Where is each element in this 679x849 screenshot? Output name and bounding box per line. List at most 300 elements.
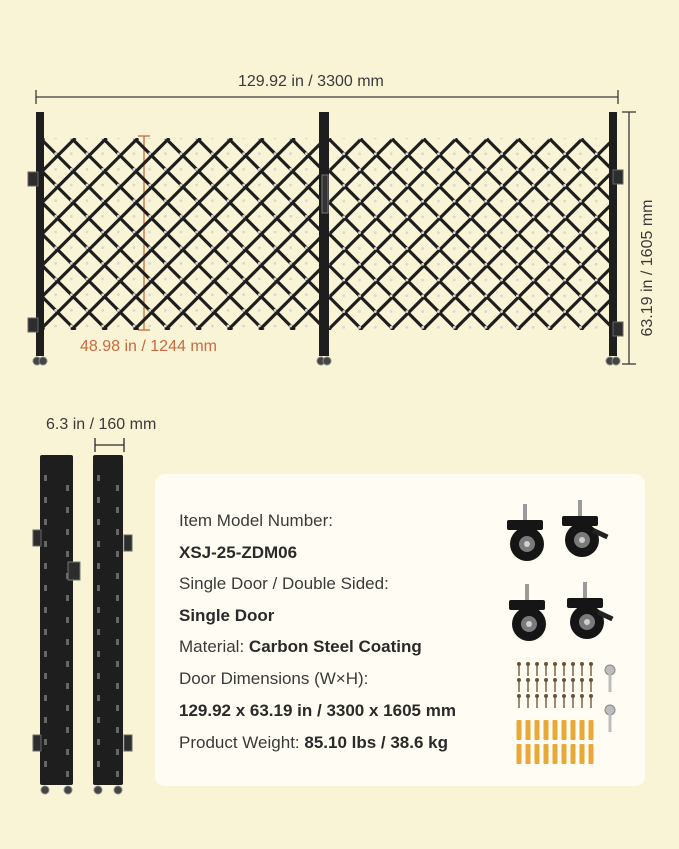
rivet: [532, 310, 535, 313]
width-dimension-line: [36, 90, 618, 104]
rivet: [437, 168, 440, 171]
rivet: [117, 293, 120, 296]
rivet: [274, 168, 277, 171]
rivet: [289, 199, 292, 202]
lattice-bar: [0, 138, 13, 330]
rivet: [563, 294, 566, 297]
panel-rivet: [66, 683, 69, 689]
rivet: [516, 168, 519, 171]
rivet: [227, 278, 230, 281]
rivet: [500, 152, 503, 155]
rivet: [180, 184, 183, 187]
panel-rivet: [116, 749, 119, 755]
rivet: [289, 262, 292, 265]
rivet: [195, 137, 198, 140]
rivet: [532, 184, 535, 187]
rivet: [532, 231, 535, 234]
rivet: [211, 184, 214, 187]
rivet: [101, 293, 104, 296]
rivet: [437, 184, 440, 187]
panel-rivet: [97, 541, 100, 547]
rivet: [54, 137, 57, 140]
rivet: [500, 215, 503, 218]
rivet: [469, 294, 472, 297]
rivet: [516, 184, 519, 187]
rivet: [516, 215, 519, 218]
rivet: [117, 309, 120, 312]
rivet: [258, 293, 261, 296]
panel-rivet: [116, 595, 119, 601]
rivet: [211, 215, 214, 218]
rivet: [500, 184, 503, 187]
rivet: [579, 231, 582, 234]
wall-anchor-icon: [589, 744, 594, 764]
rivet: [516, 200, 519, 203]
rivet: [579, 200, 582, 203]
panel-rivet: [116, 617, 119, 623]
screw-head: [553, 694, 557, 698]
rivet: [274, 262, 277, 265]
rivet: [595, 263, 598, 266]
rivet: [469, 152, 472, 155]
rivet: [500, 137, 503, 140]
rivet: [211, 152, 214, 155]
rivet: [227, 152, 230, 155]
rivet: [117, 199, 120, 202]
height-label: 63.19 in / 1605 mm: [639, 199, 656, 337]
screw-head: [535, 694, 539, 698]
rivet: [374, 310, 377, 313]
rivet: [133, 184, 136, 187]
model-number-label: Item Model Number:: [179, 511, 333, 530]
rivet: [164, 325, 167, 328]
rivet: [374, 279, 377, 282]
rivet: [305, 152, 308, 155]
rivet: [469, 215, 472, 218]
caster-wheel: [41, 786, 49, 794]
mounting-bracket: [124, 735, 132, 751]
rivet: [500, 294, 503, 297]
rivet: [227, 293, 230, 296]
rivet: [500, 279, 503, 282]
rivet: [358, 215, 361, 218]
screw-head: [526, 678, 530, 682]
screw-head: [535, 678, 539, 682]
caster-axle: [584, 619, 590, 625]
door-type-value: Single Door: [179, 606, 275, 625]
rivet: [211, 231, 214, 234]
rivet: [579, 152, 582, 155]
rivet: [390, 294, 393, 297]
screw-head: [562, 678, 566, 682]
panel-rivet: [44, 629, 47, 635]
lattice-bar: [580, 138, 679, 330]
rivet: [86, 137, 89, 140]
panel-rivet: [44, 541, 47, 547]
rivet: [274, 152, 277, 155]
rivet: [374, 200, 377, 203]
rivet: [469, 184, 472, 187]
caster-wheel: [612, 357, 620, 365]
rivet: [258, 184, 261, 187]
mounting-bracket: [33, 735, 41, 751]
rivet: [258, 325, 261, 328]
total-width-label: 129.92 in / 3300 mm: [238, 73, 384, 90]
rivet: [484, 200, 487, 203]
rivet: [258, 278, 261, 281]
panel-rivet: [97, 761, 100, 767]
rivet: [54, 309, 57, 312]
rivet: [117, 246, 120, 249]
rivet: [358, 279, 361, 282]
screw-head: [589, 678, 593, 682]
rivet: [595, 247, 598, 250]
rivet: [342, 294, 345, 297]
rivet: [180, 137, 183, 140]
rivet: [547, 294, 550, 297]
spec-card: [155, 474, 645, 786]
rivet: [86, 184, 89, 187]
rivet: [453, 168, 456, 171]
screw-head: [562, 662, 566, 666]
rivet: [101, 184, 104, 187]
rivet: [421, 326, 424, 329]
rivet: [54, 184, 57, 187]
rivet: [405, 200, 408, 203]
rivet: [469, 326, 472, 329]
rivet: [500, 263, 503, 266]
rivet: [86, 325, 89, 328]
screw-head: [589, 694, 593, 698]
rivet: [274, 246, 277, 249]
rivet: [242, 246, 245, 249]
rivet: [305, 293, 308, 296]
rivet: [532, 168, 535, 171]
rivet: [54, 215, 57, 218]
rivet: [227, 262, 230, 265]
rivet: [101, 168, 104, 171]
rivet: [358, 263, 361, 266]
screw-head: [544, 694, 548, 698]
screw-head: [544, 678, 548, 682]
rivet: [469, 310, 472, 313]
rivet: [133, 199, 136, 202]
rivet: [227, 246, 230, 249]
rivet: [117, 152, 120, 155]
rivet: [180, 309, 183, 312]
wall-anchor-icon: [544, 720, 549, 740]
rivet: [405, 184, 408, 187]
rivet: [258, 215, 261, 218]
rivet: [405, 137, 408, 140]
rivet: [484, 263, 487, 266]
panel-rivet: [44, 673, 47, 679]
rivet: [532, 137, 535, 140]
screw-head: [553, 678, 557, 682]
door-type-label: Single Door / Double Sided:: [179, 574, 389, 593]
panel-rivet: [44, 519, 47, 525]
rivet: [453, 326, 456, 329]
rivet: [405, 326, 408, 329]
rivet: [242, 309, 245, 312]
rivet: [358, 294, 361, 297]
wall-anchor-icon: [526, 720, 531, 740]
rivet: [164, 137, 167, 140]
wall-anchor-icon: [562, 744, 567, 764]
rivet: [164, 278, 167, 281]
rivet: [86, 278, 89, 281]
caster-wheel: [114, 786, 122, 794]
rivet: [453, 200, 456, 203]
rivet: [358, 310, 361, 313]
screw-head: [517, 662, 521, 666]
rivet: [180, 215, 183, 218]
rivet: [164, 246, 167, 249]
rivet: [563, 231, 566, 234]
rivet: [289, 231, 292, 234]
wall-anchor-icon: [517, 744, 522, 764]
rivet: [101, 278, 104, 281]
panel-height-label: 48.98 in / 1244 mm: [80, 338, 217, 355]
rivet: [437, 279, 440, 282]
rivet: [133, 309, 136, 312]
rivet: [595, 184, 598, 187]
caster-wheels: [507, 500, 614, 641]
model-number-value: XSJ-25-ZDM06: [179, 543, 298, 562]
screw-head: [580, 678, 584, 682]
rivet: [532, 152, 535, 155]
rivet: [500, 247, 503, 250]
rivet: [258, 199, 261, 202]
rivet: [289, 137, 292, 140]
rivet: [453, 231, 456, 234]
rivet: [180, 199, 183, 202]
rivet: [195, 231, 198, 234]
rivet: [516, 152, 519, 155]
rivet: [437, 310, 440, 313]
screw-head: [580, 694, 584, 698]
screw-head: [562, 694, 566, 698]
rivet: [374, 231, 377, 234]
rivet: [258, 168, 261, 171]
rivet: [148, 231, 151, 234]
rivet: [516, 279, 519, 282]
rivet: [305, 246, 308, 249]
panel-rivet: [116, 507, 119, 513]
rivet: [563, 152, 566, 155]
mounting-bracket: [28, 318, 38, 332]
rivet: [484, 168, 487, 171]
panel-rivet: [97, 585, 100, 591]
rivet: [70, 246, 73, 249]
rivet: [274, 199, 277, 202]
rivet: [405, 279, 408, 282]
wall-anchor-icon: [562, 720, 567, 740]
rivet: [358, 231, 361, 234]
panel-rivet: [66, 595, 69, 601]
rivet: [374, 152, 377, 155]
wall-anchor-icon: [553, 720, 558, 740]
rivet: [70, 278, 73, 281]
screw-head: [571, 678, 575, 682]
rivet: [390, 184, 393, 187]
rivet: [437, 326, 440, 329]
rivet: [500, 231, 503, 234]
depth-dimension-line: [95, 438, 124, 452]
rivet: [421, 279, 424, 282]
panel-rivet: [44, 739, 47, 745]
rivet: [211, 293, 214, 296]
rivet: [342, 137, 345, 140]
rivet: [289, 309, 292, 312]
rivet: [101, 137, 104, 140]
rivet: [579, 137, 582, 140]
rivet: [532, 279, 535, 282]
rivet: [579, 215, 582, 218]
rivet: [195, 246, 198, 249]
rivet: [133, 231, 136, 234]
rivet: [117, 168, 120, 171]
rivet: [70, 293, 73, 296]
material-value: Carbon Steel Coating: [248, 637, 422, 656]
panel-rivet: [116, 529, 119, 535]
rivet: [547, 184, 550, 187]
rivet: [563, 168, 566, 171]
rivet: [405, 263, 408, 266]
rivet: [484, 152, 487, 155]
rivet: [358, 247, 361, 250]
rivet: [484, 231, 487, 234]
rivet: [195, 199, 198, 202]
rivet: [595, 152, 598, 155]
rivet: [500, 326, 503, 329]
latch-lock: [322, 175, 328, 213]
rivet: [532, 247, 535, 250]
rivet: [148, 215, 151, 218]
rivet: [274, 293, 277, 296]
screw-head: [571, 662, 575, 666]
latch-lock: [68, 562, 80, 580]
rivet: [437, 263, 440, 266]
rivet: [390, 215, 393, 218]
rivet: [579, 326, 582, 329]
rivet: [390, 279, 393, 282]
rivet: [405, 294, 408, 297]
rivet: [342, 247, 345, 250]
rivet: [289, 215, 292, 218]
rivet: [469, 279, 472, 282]
rivet: [54, 152, 57, 155]
rivet: [148, 309, 151, 312]
rivet: [86, 246, 89, 249]
rivet: [195, 168, 198, 171]
rivet: [258, 231, 261, 234]
rivet: [242, 152, 245, 155]
folded-gate-panels: [33, 455, 132, 794]
rivet: [469, 247, 472, 250]
rivet: [242, 215, 245, 218]
rivet: [54, 278, 57, 281]
rivet: [342, 152, 345, 155]
screw-head: [535, 662, 539, 666]
rivet: [342, 200, 345, 203]
rivet: [547, 279, 550, 282]
rivet: [390, 310, 393, 313]
wall-anchor-icon: [589, 720, 594, 740]
rivet: [421, 152, 424, 155]
rivet: [227, 199, 230, 202]
door-dimensions-value: 129.92 x 63.19 in / 3300 x 1605 mm: [179, 701, 456, 720]
wall-anchor-icon: [544, 744, 549, 764]
rivet: [180, 278, 183, 281]
panel-rivet: [66, 551, 69, 557]
rivet: [469, 200, 472, 203]
rivet: [305, 231, 308, 234]
panel-rivet: [44, 695, 47, 701]
rivet: [547, 215, 550, 218]
rivet: [195, 215, 198, 218]
mounting-bracket: [33, 530, 41, 546]
rivet: [274, 231, 277, 234]
rivet: [547, 247, 550, 250]
rivet: [484, 294, 487, 297]
rivet: [101, 262, 104, 265]
rivet: [484, 215, 487, 218]
screw-head: [517, 694, 521, 698]
rivet: [579, 279, 582, 282]
rivet: [258, 262, 261, 265]
rivet: [86, 152, 89, 155]
rivet: [453, 279, 456, 282]
folded-depth-label: 6.3 in / 160 mm: [46, 416, 157, 433]
mounting-bracket: [613, 170, 623, 184]
accessories-illustration: [155, 474, 645, 786]
rivet: [148, 325, 151, 328]
rivet: [242, 262, 245, 265]
rivet: [101, 199, 104, 202]
rivet: [405, 215, 408, 218]
rivet: [405, 310, 408, 313]
rivet: [547, 263, 550, 266]
rivet: [374, 137, 377, 140]
rivet: [358, 326, 361, 329]
rivet: [164, 199, 167, 202]
panel-rivet: [66, 771, 69, 777]
rivet: [133, 325, 136, 328]
rivet: [374, 326, 377, 329]
rivet: [133, 262, 136, 265]
rivet: [227, 231, 230, 234]
panel-rivet: [44, 563, 47, 569]
panel-rivet: [116, 485, 119, 491]
rivet: [242, 278, 245, 281]
rivet: [101, 325, 104, 328]
rivet: [180, 293, 183, 296]
rivet: [164, 293, 167, 296]
rivet: [405, 152, 408, 155]
rivet: [342, 310, 345, 313]
rivet: [305, 184, 308, 187]
wall-anchor-icon: [535, 744, 540, 764]
rivet: [305, 168, 308, 171]
rivet: [421, 231, 424, 234]
rivet: [164, 231, 167, 234]
rivet: [117, 215, 120, 218]
rivet: [148, 152, 151, 155]
rivet: [469, 168, 472, 171]
rivet: [305, 199, 308, 202]
key-icon: [605, 705, 615, 715]
